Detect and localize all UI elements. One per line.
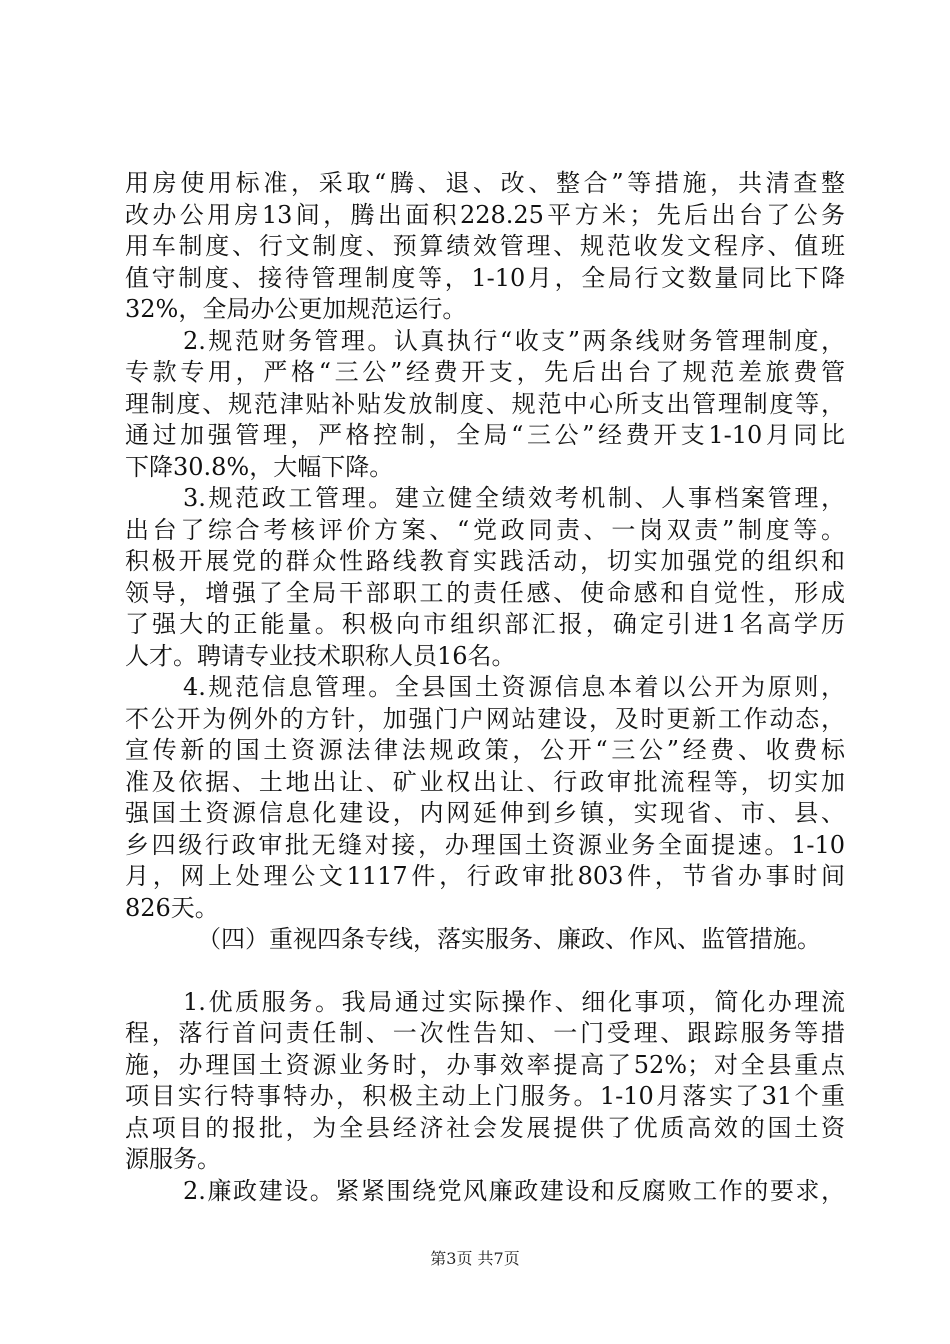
text-line: 改办公用房13间，腾出面积228.25平方米；先后出台了公务	[125, 200, 845, 229]
blank-line	[125, 956, 845, 987]
section-heading: （四）重视四条专线，落实服务、廉政、作风、监管措施。	[197, 925, 821, 953]
text-line: 项目实行特事特办，积极主动上门服务。1-10月落实了31个重	[125, 1082, 845, 1110]
text-line: 理制度、规范津贴补贴发放制度、规范中心所支出管理制度等，	[125, 389, 845, 418]
text-line: 826天。	[125, 893, 219, 922]
text-line: 乡四级行政审批无缝对接，办理国土资源业务全面提速。1-10	[125, 830, 845, 859]
text-line: 施，办理国土资源业务时，办事效率提高了52%；对全县重点	[125, 1050, 845, 1079]
text-line: 点项目的报批，为全县经济社会发展提供了优质高效的国土资	[125, 1113, 845, 1142]
paragraph-political-work	[125, 483, 845, 672]
text-line: 3.规范政工管理。建立健全绩效考机制、人事档案管理，	[183, 484, 845, 512]
text-line: 下降30.8%，大幅下降。	[125, 452, 394, 481]
text-line: 月，网上处理公文1117件，行政审批803件，节省办事时间	[125, 862, 845, 890]
text-line: 专款专用，严格“三公”经费开支，先后出台了规范差旅费管	[125, 358, 845, 386]
text-line: 用房使用标准，采取“腾、退、改、整合”等措施，共清查整	[125, 169, 845, 197]
text-line: 积极开展党的群众性路线教育实践活动，切实加强党的组织和	[125, 547, 845, 575]
text-line: 出台了综合考核评价方案、“党政同责、一岗双责”制度等。	[125, 515, 845, 544]
text-line: 1.优质服务。我局通过实际操作、细化事项，简化办理流	[183, 987, 845, 1016]
paragraph-information-management	[125, 672, 845, 924]
text-line: 32%，全局办公更加规范运行。	[125, 295, 467, 323]
text-line: 程，落行首问责任制、一次性告知、一门受理、跟踪服务等措	[125, 1019, 845, 1047]
page-footer	[0, 1246, 950, 1269]
text-line: 领导，增强了全局干部职工的责任感、使命感和自觉性，形成	[125, 578, 845, 607]
paragraph-integrity-building	[125, 1176, 845, 1208]
text-line: 不公开为例外的方针，加强门户网站建设，及时更新工作动态，	[125, 704, 845, 733]
text-line: 值守制度、接待管理制度等，1-10月，全局行文数量同比下降	[125, 263, 845, 292]
text-line: 用车制度、行文制度、预算绩效管理、规范收发文程序、值班	[125, 232, 845, 260]
document-body	[125, 168, 845, 1207]
page-number: 第3页 共7页	[430, 1249, 520, 1268]
text-line: 宣传新的国土资源法律法规政策，公开“三公”经费、收费标	[125, 736, 845, 764]
text-line: 准及依据、土地出让、矿业权出让、行政审批流程等，切实加	[125, 767, 845, 796]
text-line: 强国土资源信息化建设，内网延伸到乡镇，实现省、市、县、	[125, 799, 845, 827]
text-line: 了强大的正能量。积极向市组织部汇报，确定引进1名高学历	[125, 610, 845, 638]
section-heading-four	[125, 924, 845, 956]
paragraph-quality-service	[125, 987, 845, 1176]
text-line: 4.规范信息管理。全县国土资源信息本着以公开为原则，	[183, 673, 845, 701]
text-line: 人才。聘请专业技术职称人员16名。	[125, 641, 516, 670]
text-line: 2.廉政建设。紧紧围绕党风廉政建设和反腐败工作的要求，	[183, 1176, 845, 1205]
paragraph-office-housing	[125, 168, 845, 326]
paragraph-finance-management	[125, 326, 845, 484]
text-line: 通过加强管理，严格控制，全局“三公”经费开支1-10月同比	[125, 421, 845, 449]
text-line: 2.规范财务管理。认真执行“收支”两条线财务管理制度，	[183, 326, 845, 355]
text-line: 源服务。	[125, 1145, 221, 1173]
